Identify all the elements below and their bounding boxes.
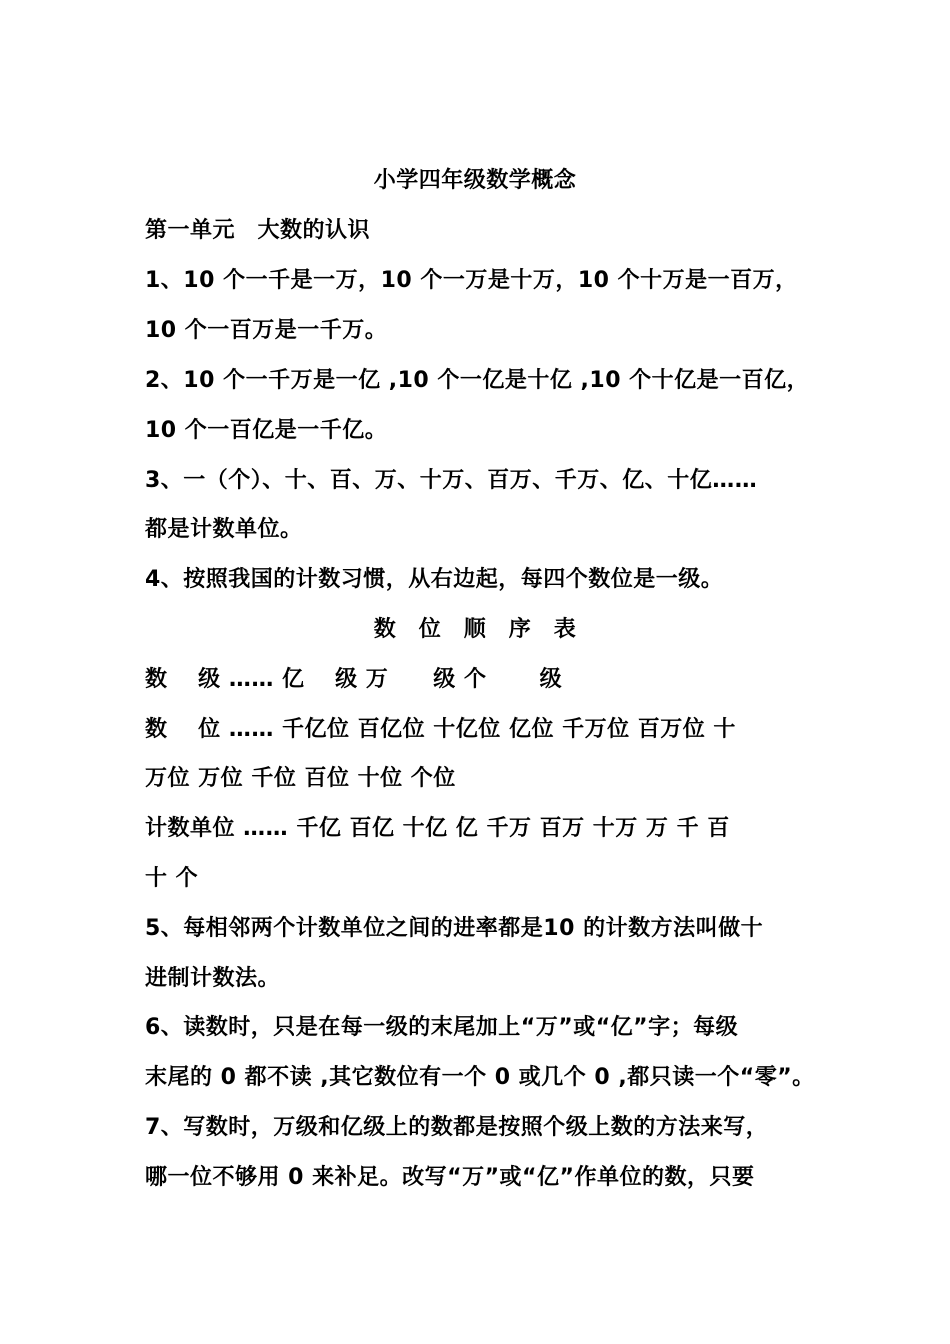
concept-line: 2、10 个一千万是一亿 ,10 个一亿是十亿 ,10 个十亿是一百亿，: [145, 368, 810, 393]
concept-line: 4、按照我国的计数习惯，从右边起，每四个数位是一级。: [145, 567, 724, 592]
table-title: 数 位 顺 序 表: [373, 617, 577, 642]
document-title: 小学四年级数学概念: [373, 168, 577, 193]
concept-line: 都是计数单位。: [145, 517, 303, 542]
table-row-units: 计数单位 …… 千亿 百亿 十亿 亿 千万 百万 十万 万 千 百: [145, 816, 730, 841]
concept-line: 末尾的 0 都不读 ,其它数位有一个 0 或几个 0 ,都只读一个“零”。: [145, 1065, 815, 1090]
concept-line: 10 个一百亿是一千亿。: [145, 418, 388, 443]
concept-line: 进制计数法。: [145, 966, 281, 991]
concept-line: 5、每相邻两个计数单位之间的进率都是10 的计数方法叫做十: [145, 916, 764, 941]
concept-line: 1、10 个一千是一万，10 个一万是十万，10 个十万是一百万，: [145, 268, 798, 293]
concept-line: 10 个一百万是一千万。: [145, 318, 388, 343]
table-row-places: 数 位 …… 千亿位 百亿位 十亿位 亿位 千万位 百万位 十: [145, 717, 736, 742]
unit-heading: 第一单元 大数的认识: [145, 218, 371, 243]
table-row-places-cont: 万位 万位 千位 百位 十位 个位: [145, 766, 456, 791]
concept-line: 6、读数时，只是在每一级的末尾加上“万”或“亿”字；每级: [145, 1015, 739, 1040]
concept-line: 哪一位不够用 0 来补足。改写“万”或“亿”作单位的数，只要: [145, 1165, 755, 1190]
table-row-units-cont: 十 个: [145, 866, 199, 891]
concept-line: 7、写数时，万级和亿级上的数都是按照个级上数的方法来写，: [145, 1115, 769, 1140]
table-row-levels: 数 级 …… 亿 级 万 级 个 级: [145, 667, 563, 692]
concept-line: 3、一（个）、十、百、万、十万、百万、千万、亿、十亿……: [145, 468, 758, 493]
